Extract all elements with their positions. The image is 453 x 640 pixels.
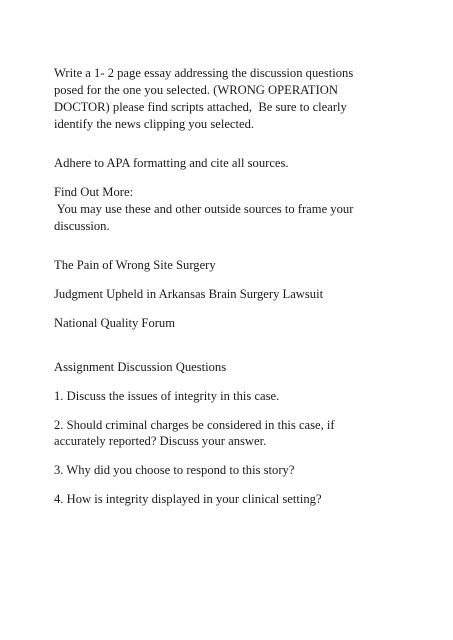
question-item: 4. How is integrity displayed in your clinical setting? (54, 492, 322, 506)
question-item: 3. Why did you choose to respond to this story? (54, 463, 295, 477)
sources-note-line: discussion. (54, 219, 110, 233)
question-item: 2. Should criminal charges be considered in this case, if (54, 418, 335, 432)
sources-note-line: You may use these and other outside sources to frame your (54, 202, 354, 216)
questions-heading: Assignment Discussion Questions (54, 360, 227, 374)
apa-note: Adhere to APA formatting and cite all sources. (54, 156, 289, 170)
intro-line: Write a 1- 2 page essay addressing the discussion questions (54, 66, 354, 80)
question-item: 1. Discuss the issues of integrity in this case. (54, 389, 280, 403)
source-item: National Quality Forum (54, 316, 176, 330)
source-item: Judgment Upheld in Arkansas Brain Surgery Lawsuit (54, 287, 324, 301)
source-item: The Pain of Wrong Site Surgery (54, 258, 216, 272)
intro-line: identify the news clipping you selected. (54, 117, 255, 131)
intro-line: posed for the one you selected. (WRONG OPERATION (54, 83, 338, 97)
find-out-more-heading: Find Out More: (54, 185, 134, 199)
question-item-continued: accurately reported? Discuss your answer. (54, 434, 267, 448)
intro-line: DOCTOR) please find scripts attached, Be sure to clearly (54, 100, 347, 114)
